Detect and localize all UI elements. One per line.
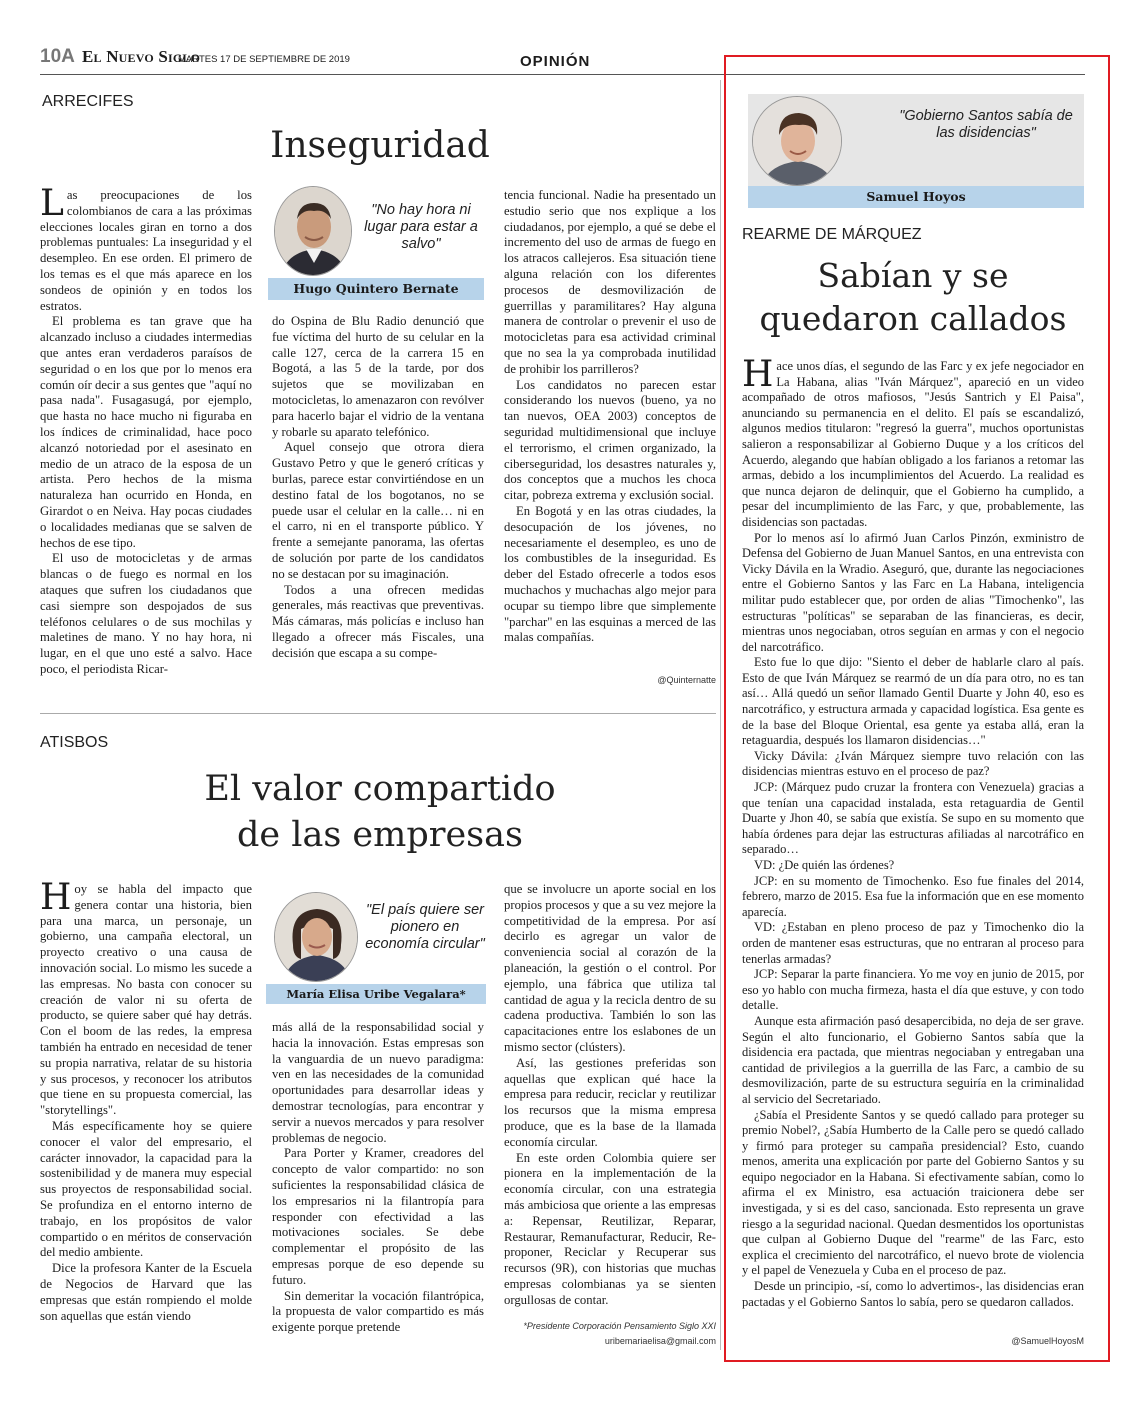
columnist-photo xyxy=(274,892,358,982)
pull-quote: "El país quiere ser pionero en economía circular" xyxy=(365,902,485,952)
author-email: uribemariaelisa@gmail.com xyxy=(604,1336,716,1346)
columnist-byline: Samuel Hoyos xyxy=(748,186,1084,208)
arrecifes-paragraph: El problema es tan grave que ha alcanzado incluso a ciudades intermedias que antes eran verdaderos paraísos de seguridad o en los que por lo menos era común oír decir a sus gentes que "aquí no pasa nada". Fusagasugá, por ejemplo, que hasta no hace mucho ni figuraba en los índices de criminalidad, hace poco alcanzó notoriedad por el asesinato en medio de un atraco de la esposa de un artista. Pero hechos de la misma naturaleza han ocurrido en Honda, en Girardot o en Neiva. Hay pocas ciudades o localidades medianas que se salven de hechos de ese tipo. xyxy=(40,314,252,550)
arrecifes-paragraph: do Ospina de Blu Radio denunció que fue víctima del hurto de su celular en la calle 127, cerca de la carrera 15 en Bogotá, a las 5 de la tarde, por dos sujetos que se movilizaban en motocicletas, lo amenazaron con revólver para hacerlo bajar el vidrio de la ventana y robarle su aparato telefónico. xyxy=(272,314,484,439)
rearme-paragraph: VD: ¿De quién las órdenes? xyxy=(754,858,895,872)
atisbos-headline-line: El valor compartido xyxy=(204,769,556,809)
atisbos-paragraph: más allá de la responsabilidad social y hacia la innovación. Estas empresas son la vanguardia de un nuevo paradigma: ven en las necesidades de la comunidad oportunidades para desarrollar ideas y demostrar tecnologías, para encontrar y servir a nuevos mercados y para resolver problemas de negocio. xyxy=(272,1020,484,1145)
atisbos-paragraph: Dice la profesora Kanter de la Escuela de Negocios de Harvard que las empresas que están rompiendo el molde son aquellas que están viendo xyxy=(40,1261,252,1323)
arrecifes-paragraph: tencia funcional. Nadie ha presentado un estudio serio que nos explique a los ciudadanos, por ejemplo, a qué se debe el incremento del uso de armas de fuego en los atracos callejeros. Esa situación tiene alguna relación con los diferentes procesos de desmovilización de guerrillas y paramilitares? Hay alguna manera de controlar o prevenir el uso de motocicletas para esa actividad criminal que no sea la ya comprobada inutilidad de prohibir los parrilleros? xyxy=(504,188,716,376)
columnist-byline: María Elisa Uribe Vegalara* xyxy=(266,984,486,1004)
arrecifes-column-3 xyxy=(504,188,716,674)
rearme-paragraph: Desde un principio, -sí, como lo advertimos-, las disidencias eran pactadas y el Gobierno Santos lo sabía, pero se quedaron callados. xyxy=(742,1279,1084,1309)
arrecifes-section-tag: ARRECIFES xyxy=(42,93,134,110)
rearme-paragraph: JCP: Separar la parte financiera. Yo me voy en junio de 2015, por eso yo hablo con mucha firmeza, hasta el día que estuve, y con todo detalle. xyxy=(742,967,1084,1013)
rearme-paragraph: Por lo menos así lo afirmó Juan Carlos Pinzón, exministro de Defensa del Gobierno de Juan Manuel Santos, en una entrevista con Vicky Dávila en la Wradio. Aseguró, que, durante las negociaciones entre el Gobierno Santos y las Farc en La Habana, inteligencia militar pudo establecer que, por orden de alias "Timochenko", las estructuras "políticas" se separaban de las financieras, es decir, mientras unos negociaban, otros seguían en armas y con el negocio del narcotráfico. xyxy=(742,530,1084,654)
page-number: 10A xyxy=(40,46,75,67)
atisbos-paragraph: Sin demeritar la vocación filantrópica, la propuesta de valor compartido es más exigente porque pretende xyxy=(272,1288,484,1335)
columnist-box-uribe xyxy=(266,892,486,1006)
rearme-paragraph: Esto fue lo que dijo: "Siento el deber de hablarle claro al país. Esto de que Iván Márquez se rearmó de un día para otro, no es tan así… Allá quedó un señor llamado Gentil Duarte y John 40, eso es narcotráfico, y estructura armada y capacidad logística. Esa gente es de la base del Bloque Oriental, esa gente ya estaba allá, eran la retaguardia, después los llamaron disidencias…" xyxy=(742,655,1084,748)
columnist-handle: @SamuelHoyosM xyxy=(1011,1336,1084,1346)
arrecifes-column-2 xyxy=(272,314,484,688)
atisbos-paragraph: Para Porter y Kramer, creadores del concepto de valor compartido: no son suficientes la responsabilidad clásica de los empresarios ni la filantropía para responder con efectividad a las motivaciones sociales. Se debe complementar el propósito de las empresas porque de eso depende su futuro. xyxy=(272,1146,484,1287)
arrecifes-headline: Inseguridad xyxy=(270,125,490,166)
rearme-paragraph: JCP: (Márquez pudo cruzar la frontera con Venezuela) gracias a que tenían una capacidad instalada, esta retaguardia de Gentil Duarte y Jhon 40, se sabía que existía. Se supo en su momento que había órdenes para dejar las estructuras afiliadas al narcotráfico en separado… xyxy=(742,780,1084,857)
columnist-photo xyxy=(752,96,842,186)
atisbos-headline xyxy=(140,766,620,858)
atisbos-section-tag: ATISBOS xyxy=(40,734,109,751)
arrecifes-paragraph: Los candidatos no parecen estar considerando los nuevos (bueno, ya no tan nuevos, OEA 2003) conceptos de seguridad multidimensional que incluye el terrorismo, el crimen organizado, la ciberseguridad, los desastres naturales y, dos conceptos que a muchos les choca citar, pobreza extrema y exclusión social. xyxy=(504,377,716,503)
arrecifes-column-1 xyxy=(40,188,252,688)
atisbos-paragraph: Más específicamente hoy se quiere conocer el valor del empresario, el carácter innovador, la capacidad para la sostenibilidad y de manera muy especial sus proyectos de responsabilidad social. Se profundiza en el entorno interno de trabajo, en los propósitos de valor compartido o en méritos de conservación del medio ambiente. xyxy=(40,1118,252,1260)
rearme-paragraph: Vicky Dávila: ¿Iván Márquez siempre tuvo relación con las disidencias mientras estuvo en el proceso de paz? xyxy=(742,748,1084,779)
section-divider xyxy=(40,713,716,714)
pull-quote: "No hay hora ni lugar para estar a salvo" xyxy=(364,202,478,252)
atisbos-headline-line: de las empresas xyxy=(237,815,523,855)
drop-cap: H xyxy=(40,882,72,918)
pull-quote: "Gobierno Santos sabía de las disidencias" xyxy=(899,108,1073,141)
rearme-headline xyxy=(742,254,1084,340)
column-divider xyxy=(720,80,721,1350)
atisbos-column-2 xyxy=(272,1020,484,1350)
arrecifes-paragraph: Aquel consejo que otrora diera Gustavo Petro y que le generó críticas y burlas, parece estar convirtiéndose en un destino fatal de los bogotanos, no se puede usar el celular en la calle… ni en el carro, ni en el transporte público. Y frente a semejante panorama, las ofertas de solución por parte de los candidatos no se destacan por su imaginación. xyxy=(272,440,484,581)
columnist-byline: Hugo Quintero Bernate xyxy=(268,278,484,300)
rearme-headline-line: Sabían y se xyxy=(817,256,1009,295)
atisbos-paragraph: Así, las gestiones preferidas son aquellas que explican qué hace la empresa para reducir, reciclar y reutilizar los recursos que la misma empresa produce, que es la base de la llamada economía circular. xyxy=(504,1055,716,1149)
arrecifes-paragraph: Las preocupaciones de los colombianos de cara a las próximas elecciones locales giran en torno a dos problemas puntuales: La inseguridad y el desempleo. En ese orden. El primero de los temas es el que más aparece en los sondeos de opinión y en todos los estratos. xyxy=(40,188,252,313)
rearme-paragraph: ¿Sabía el Presidente Santos y se quedó callado para proteger su premio Nobel?, ¿Sabía Humberto de la Calle pero se quedó callado y firmó para proteger su campaña presidencial? Esto, cuando menos, amerita una explicación por parte del Gobierno Santos y su equipo negociador en la Habana. Si efectivamente sabían, como lo afirma el ex Ministro, esa actuación traicionera debe ser investigada, y si es del caso, sancionada. Esto representa un grave riesgo a la seguridad nacional. Quedan desmentidos los oportunistas que culpan al Gobierno Duque del "rearme" de las Farc, esto explica el crecimiento del narcotráfico, el nuevo brote de violencia y el papel de Venezuela y Cuba en el proceso de paz. xyxy=(742,1107,1084,1278)
drop-cap: H xyxy=(742,359,774,395)
drop-cap: L xyxy=(40,188,64,224)
rearme-section-tag: REARME DE MÁRQUEZ xyxy=(742,226,922,243)
rearme-paragraph: VD: ¿Estaban en pleno proceso de paz y Timochenko dio la orden de mantener esas estructuras, que no entraran al proceso para tenerlas armadas? xyxy=(742,920,1084,966)
author-footnote: *Presidente Corporación Pensamiento Siglo XXI xyxy=(523,1321,716,1331)
arrecifes-paragraph: En Bogotá y en las otras ciudades, la desocupación de los jóvenes, no necesariamente el desempleo, es uno de los combustibles de la inseguridad. Es deber del Estado ofrecerle a todos esos muchachos y muchachas algo mejor para ocupar su tiempo libre que simplemente "parchar" en las esquinas a merced de las malas compañías. xyxy=(504,503,716,645)
arrecifes-paragraph: El uso de motocicletas y de armas blancas o de fuego es normal en los ataques que sufren los ciudadanos que casi siempre son despojados de sus teléfonos celulares o de sus mochilas y maletines de mano. Y no hay hora, ni lugar, en el que uno esté a salvo. Hace poco, el periodista Ricar- xyxy=(40,551,252,676)
columnist-photo xyxy=(274,186,352,276)
rearme-paragraph: Aunque esta afirmación pasó desapercibida, no deja de ser grave. Según el alto funcionario, el Gobierno Santos sabía que la disidencia era pactada, que mientras negociaban y entregaban una cantidad de privilegios a la guerrilla de las Farc, a cambio de su desmovilización, parte de su estructura seguiría en la criminalidad al servicio del Secretariado. xyxy=(742,1013,1084,1106)
rearme-headline-line: quedaron callados xyxy=(759,299,1067,338)
atisbos-column-1 xyxy=(40,882,252,1350)
issue-date: MARTES 17 DE SEPTIEMBRE DE 2019 xyxy=(178,54,350,65)
rearme-column xyxy=(742,359,1084,1331)
atisbos-paragraph: que se involucre un aporte social en los propios procesos y que a su vez mejore la competitividad de la empresa. Por así decirlo es agregar un valor de conveniencia social al corazón de la planeación, la gestión o el control. Por ejemplo, una fábrica que utiliza tal cantidad de agua y la recicla dentro de su cadena productiva. También lo son las capacitaciones entre los eslabones de un mismo sector (clústers). xyxy=(504,882,716,1054)
columnist-box-quintero xyxy=(268,186,484,302)
columnist-box-hoyos xyxy=(748,94,1084,208)
arrecifes-paragraph: Todos a una ofrecen medidas generales, más reactivas que preventivas. Más cámaras, más policías e incluso han llegado a ofrecer más Fiscales, una decisión que escapa a su compe- xyxy=(272,582,484,660)
newspaper-name: El Nuevo Siglo xyxy=(82,47,201,66)
atisbos-paragraph: En este orden Colombia quiere ser pionera en la implementación de la economía circular, con una estrategia más ambiciosa que oriente a las empresas a: Repensar, Reutilizar, Reparar, Restaurar, Remanufacturar, Reducir, Re-proponer, Reciclar y Recuperar sus recursos (9R), con historias que muchas empresas colombianas ya se sienten orgullosas de contar. xyxy=(504,1150,716,1307)
atisbos-column-3 xyxy=(504,882,716,1318)
atisbos-paragraph: Hoy se habla del impacto que genera contar una historia, bien para una marca, un personaje, un gobierno, una campaña electoral, un proyecto creativo o una causa de innovación social. Lo mismo les sucede a las empresas. No basta con conocer su creación de valor ni su oferta de producto, se quiere saber qué hay detrás. Con el boom de las redes, la empresa también ha entrado en necesidad de tener su propia narrativa, relatar de su historia y sus procesos, y reconocer los atributos que tiene en su propuesta comercial, las "storytellings". xyxy=(40,882,252,1118)
section-title: OPINIÓN xyxy=(520,53,591,70)
columnist-handle: @Quinternatte xyxy=(657,675,716,685)
rearme-paragraph: Hace unos días, el segundo de las Farc y ex jefe negociador en La Habana, alias "Iván Márquez", apareció en un video acompañado de otros mafiosos, "Jesús Santrich y El Paisa", anunciando su permanencia en el delito. El país se escandalizó, algunos medios titularon: "regresó la guerra", muchos oportunistas salieron a responsabilizar al Gobierno Duque y a los críticos del Acuerdo, alegando que habían obligado a los farianos a retomar las armas, debido a los incumplimientos del Acuerdo. La realidad es que nunca dejaron de delinquir, que el Gobierno ha cumplido, a pesar del incumplimiento de las Farc, y que, probablemente, las disidencias son pactadas. xyxy=(742,359,1084,529)
rearme-paragraph: JCP: en su momento de Timochenko. Eso fue finales del 2014, febrero, marzo de 2015. Esa fue la información que en ese momento aparecía. xyxy=(742,873,1084,919)
